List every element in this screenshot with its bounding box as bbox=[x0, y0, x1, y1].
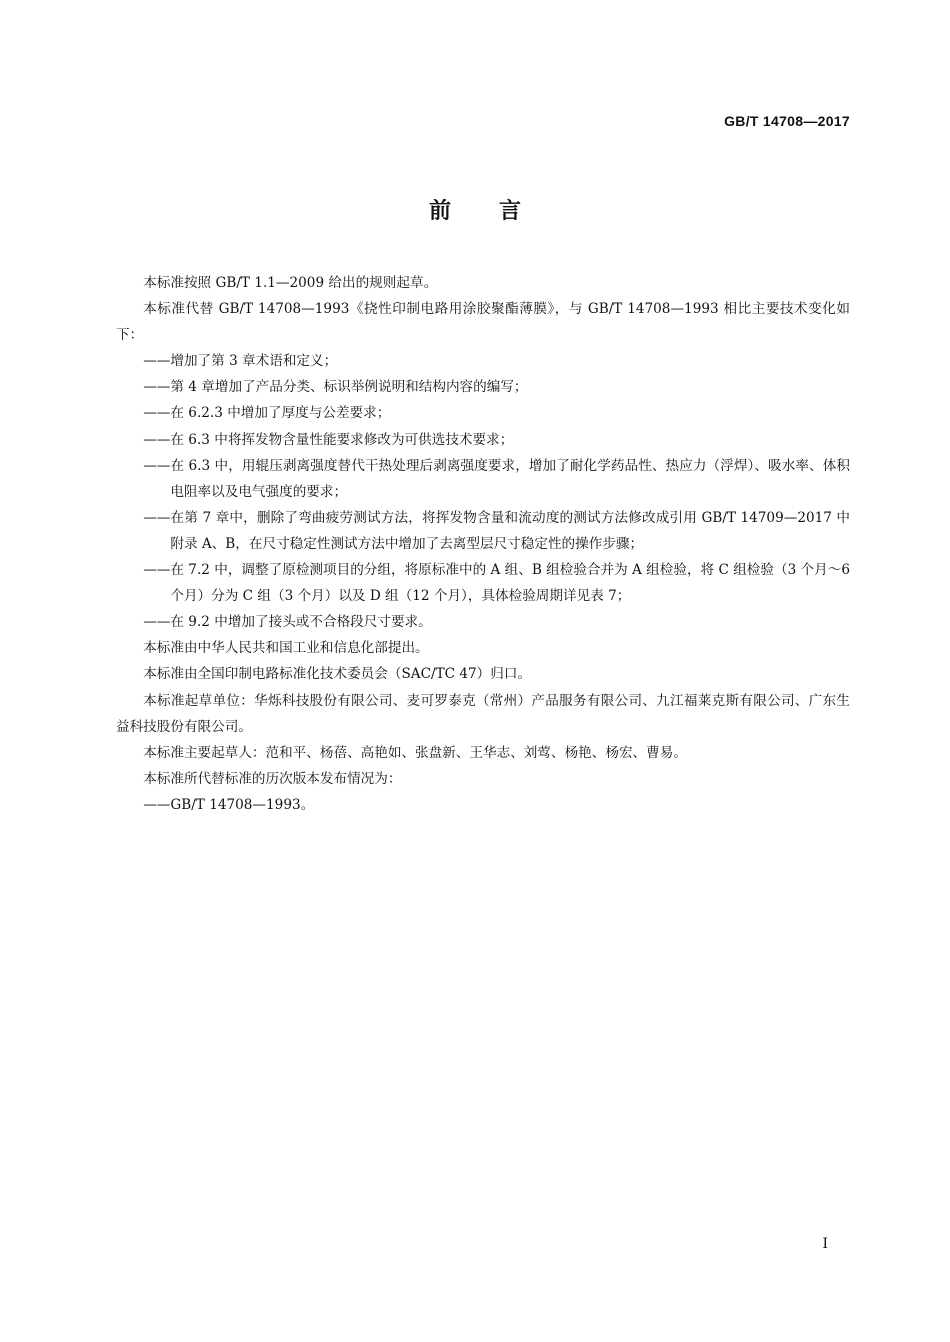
document-body bbox=[116, 270, 850, 818]
page-number: I bbox=[822, 1236, 828, 1252]
change-item: ——在 6.3 中，用辊压剥离强度替代干热处理后剥离强度要求，增加了耐化学药品性、热应力（浮焊）、吸水率、体积电阻率以及电气强度的要求； bbox=[143, 457, 850, 500]
paragraph-history-intro: 本标准所代替标准的历次版本发布情况为： bbox=[143, 770, 402, 787]
standard-code: GB/T 14708—2017 bbox=[724, 113, 850, 129]
change-item: ——增加了第 3 章术语和定义； bbox=[143, 353, 338, 370]
paragraph-committee: 本标准由全国印制电路标准化技术委员会（SAC/TC 47）归口。 bbox=[143, 666, 532, 683]
paragraph-replacement: 本标准代替 GB/T 14708—1993《挠性印制电路用涂胶聚酯薄膜》，与 GB/T 14708—1993 相比主要技术变化如下： bbox=[116, 301, 850, 344]
change-item: ——在 6.3 中将挥发物含量性能要求修改为可供选技术要求； bbox=[143, 431, 514, 448]
change-item: ——在 7.2 中，调整了原检测项目的分组，将原标准中的 A 组、B 组检验合并为 A 组检验，将 C 组检验（3 个月～6 个月）分为 C 组（3 个月）以及 D 组（12 个月），具体检验周期详见表 7； bbox=[143, 562, 850, 605]
change-item: ——在 9.2 中增加了接头或不合格段尺寸要求。 bbox=[143, 614, 432, 631]
page-title: 前言 bbox=[428, 199, 569, 224]
change-item: ——在第 7 章中，删除了弯曲疲劳测试方法，将挥发物含量和流动度的测试方法修改成引用 GB/T 14709—2017 中附录 A、B，在尺寸稳定性测试方法中增加了去离型层尺寸稳定性的操作步骤； bbox=[143, 509, 850, 552]
paragraph-drafting-rules: 本标准按照 GB/T 1.1—2009 给出的规则起草。 bbox=[143, 275, 438, 291]
paragraph-drafting-units: 本标准起草单位：华烁科技股份有限公司、麦可罗泰克（常州）产品服务有限公司、九江福莱克斯有限公司、广东生益科技股份有限公司。 bbox=[116, 692, 850, 735]
change-item: ——在 6.2.3 中增加了厚度与公差要求； bbox=[143, 405, 391, 422]
paragraph-drafters: 本标准主要起草人：范和平、杨蓓、高艳如、张盘新、王华志、刘莺、杨艳、杨宏、曹易。 bbox=[143, 744, 687, 761]
paragraph-proposer: 本标准由中华人民共和国工业和信息化部提出。 bbox=[143, 640, 429, 657]
change-item: ——第 4 章增加了产品分类、标识举例说明和结构内容的编写； bbox=[143, 379, 528, 396]
history-item: ——GB/T 14708—1993。 bbox=[143, 796, 315, 813]
